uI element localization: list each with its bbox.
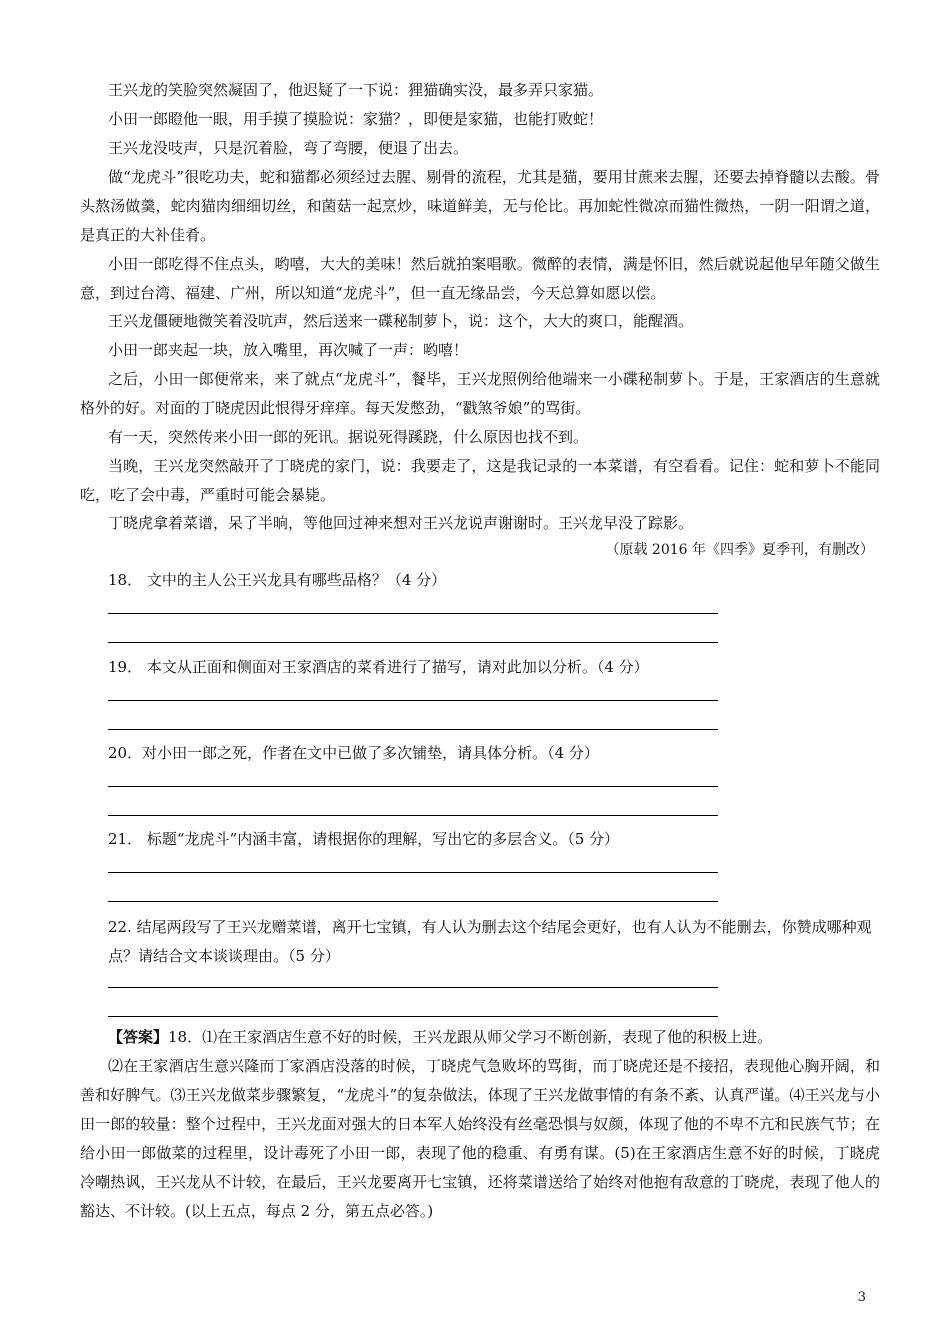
story-paragraph: 之后，小田一郎便常来，来了就点“龙虎斗”，餐毕，王兴龙照例给他端来一小碟秘制萝卜。于是，王家酒店的生意就格外的好。对面的丁晓虎因此恨得牙痒痒。每天发憋劲，“戳煞爷娘”的骂街。	[80, 370, 880, 417]
story-paragraph: 当晚，王兴龙突然敲开了丁晓虎的家门，说：我要走了，这是我记录的一本菜谱，有空看看。记住：蛇和萝卜不能同吃，吃了会中毒，严重时可能会暴毙。	[80, 457, 880, 504]
answer-body: ⑵在王家酒店生意兴隆而丁家酒店没落的时候，丁晓虎气急败坏的骂街，而丁晓虎还是不接招，表现他心胸开阔，和善和好脾气。⑶王兴龙做菜步骤繁复，“龙虎斗”的复杂做法，体现了王兴龙做事情的有条不紊、认真严谨。⑷王兴龙与小田一郎的较量：整个过程中，王兴龙面对强大的日本军人始终没有丝毫恐惧与奴颜，体现了他的不卑不亢和民族气节；在给小田一郎做菜的过程里，设计毒死了小田一郎，表现了他的稳重、有勇有谋。(5)在王家酒店生意不好的时候，丁晓虎冷嘲热讽，王兴龙从不计较，在最后，王兴龙要离开七宝镇，还将菜谱送给了始终对他抱有敌意的丁晓虎，表现了他人的豁达、不计较。(以上五点，每点 2 分，第五点必答。)	[80, 1057, 880, 1220]
story-paragraph: 做“龙虎斗”很吃功夫，蛇和猫都必须经过去腥、剔骨的流程，尤其是猫，要用甘蔗来去腥，还要去掉脊髓以去酸。骨头熬汤做羹，蛇肉猫肉细细切丝，和菌菇一起烹炒，味道鲜美，无与伦比。再加蛇性微凉而猫性微热，一阴一阳谓之道，是真正的大补佳肴。	[80, 168, 880, 244]
answer-line[interactable]	[108, 642, 718, 643]
story-paragraph: 丁晓虎拿着菜谱，呆了半晌，等他回过神来想对王兴龙说声谢谢时。王兴龙早没了踪影。	[108, 514, 694, 532]
page-number: 3	[857, 1290, 866, 1305]
story-paragraph: 小田一郎吃得不住点头，哟嘻，大大的美味！然后就拍案唱歌。微醉的表情，满是怀旧，然后就说起他早年随父做生意，到过台湾、福建、广州，所以知道“龙虎斗”，但一直无缘品尝，今天总算如愿以偿。	[80, 255, 880, 302]
question-22: 22. 结尾两段写了王兴龙赠菜谱，离开七宝镇，有人认为删去这个结尾会更好，也有人认为不能删去，你赞成哪种观点？请结合文本谈谈理由。（5 分）	[108, 918, 872, 965]
story-paragraph: 小田一郎夹起一块，放入嘴里，再次喊了一声：哟嘻！	[108, 341, 469, 359]
answer-line[interactable]	[108, 901, 718, 902]
question-21: 21． 标题“龙虎斗”内涵丰富，请根据你的理解，写出它的多层含义。（5 分）	[108, 830, 620, 848]
story-paragraph: 小田一郎瞪他一眼，用手摸了摸脸说：家猫？，即便是家猫，也能打败蛇！	[108, 110, 604, 128]
answer-line[interactable]	[108, 815, 718, 816]
answer-label: 【答案】	[108, 1028, 169, 1046]
question-20: 20．对小田一郎之死，作者在文中已做了多次铺垫，请具体分析。（4 分）	[108, 744, 599, 762]
answer-line[interactable]	[108, 1016, 718, 1017]
answer-line[interactable]	[108, 987, 718, 988]
answer-text: 18．⑴在王家酒店生意不好的时候，王兴龙跟从师父学习不断创新，表现了他的积极上进。	[168, 1028, 773, 1046]
answer-line[interactable]	[108, 872, 718, 873]
answer-line[interactable]	[108, 613, 718, 614]
answer-line[interactable]	[108, 786, 718, 787]
answer-line[interactable]	[108, 729, 718, 730]
source-note: （原载 2016 年《四季》夏季刊，有删改）	[605, 542, 874, 558]
story-paragraph: 有一天，突然传来小田一郎的死讯。据说死得蹊跷，什么原因也找不到。	[108, 428, 589, 446]
story-paragraph: 王兴龙的笑脸突然凝固了，他迟疑了一下说：狸猫确实没，最多弄只家猫。	[108, 81, 604, 99]
answer-first-line	[108, 1023, 880, 1052]
question-18: 18． 文中的主人公王兴龙具有哪些品格？（4 分）	[108, 571, 447, 589]
question-19: 19． 本文从正面和侧面对王家酒店的菜肴进行了描写，请对此加以分析。（4 分）	[108, 658, 649, 676]
answer-line[interactable]	[108, 700, 718, 701]
story-paragraph: 王兴龙僵硬地微笑着没吭声，然后送来一碟秘制萝卜，说：这个，大大的爽口，能醒酒。	[108, 312, 694, 330]
story-paragraph: 王兴龙没吱声，只是沉着脸，弯了弯腰，便退了出去。	[108, 139, 469, 157]
